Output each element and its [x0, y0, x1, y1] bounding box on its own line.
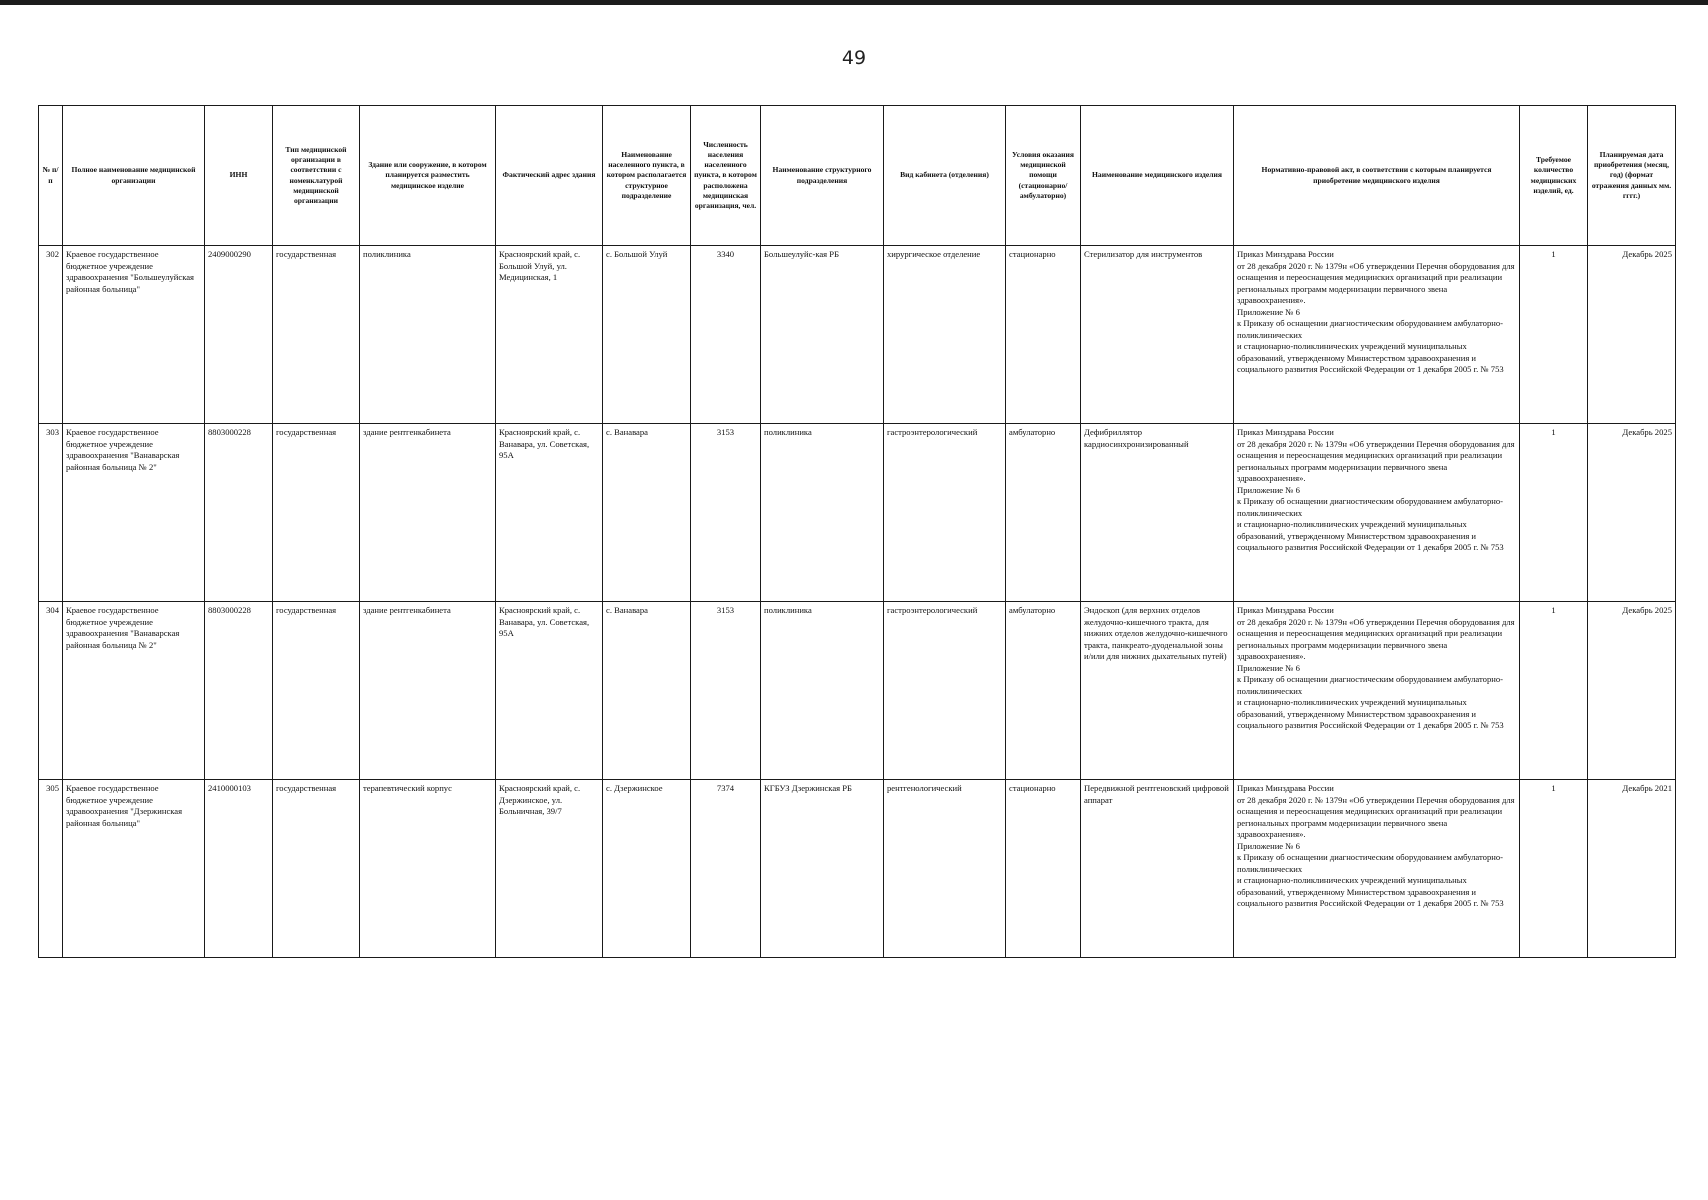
cell-cabinet: рентгенологический [884, 780, 1006, 958]
regulation-text: Приказ Минздрава России от 28 декабря 2020 г. № 1379н «Об утверждении Перечня оборудования для оснащения и переоснащения медицинских организаций при реализации региональных программ модернизации первичного звена здравоохранения». Приложение № 6 к Приказу об оснащении диагностическим оборудованием амбулаторно-поликлинических и стационарно-поликлинических учреждений муниципальных образований, утвержденному Министерством здравоохранения и социального развития Российской Федерации от 1 декабря 2005 г. № 753 [1237, 427, 1515, 553]
cell-regulation [1234, 246, 1520, 424]
cell-address: Красноярский край, с. Ванавара, ул. Советская, 95А [496, 602, 603, 780]
cell-cabinet: гастроэнтерологический [884, 424, 1006, 602]
cell-division: КГБУЗ Дзержинская РБ [761, 780, 884, 958]
cell-inn: 8803000228 [205, 602, 273, 780]
col-header-division: Наименование структурного подразделения [761, 106, 884, 246]
cell-locality: с. Большой Улуй [603, 246, 691, 424]
cell-org-name: Краевое государственное бюджетное учреждение здравоохранения "Ванаварская районная больница № 2" [63, 424, 205, 602]
cell-division: Большеулуйс-кая РБ [761, 246, 884, 424]
cell-building: здание рентгенкабинета [360, 602, 496, 780]
col-header-quantity: Требуемое количество медицинских изделий, ед. [1520, 106, 1588, 246]
col-header-population: Численность населения населенного пункта, в котором расположена медицинская организация, чел. [691, 106, 761, 246]
cell-cabinet: гастроэнтерологический [884, 602, 1006, 780]
cell-org-name: Краевое государственное бюджетное учреждение здравоохранения "Большеулуйская районная больница" [63, 246, 205, 424]
cell-org-type: государственная [273, 246, 360, 424]
cell-locality: с. Дзержинское [603, 780, 691, 958]
col-header-conditions: Условия оказания медицинской помощи (стационарно/ амбулаторно) [1006, 106, 1081, 246]
cell-date: Декабрь 2025 [1588, 602, 1676, 780]
cell-building: здание рентгенкабинета [360, 424, 496, 602]
cell-address: Красноярский край, с. Ванавара, ул. Советская, 95А [496, 424, 603, 602]
cell-quantity: 1 [1520, 602, 1588, 780]
cell-population: 3153 [691, 424, 761, 602]
regulation-text: Приказ Минздрава России от 28 декабря 2020 г. № 1379н «Об утверждении Перечня оборудования для оснащения и переоснащения медицинских организаций при реализации региональных программ модернизации первичного звена здравоохранения». Приложение № 6 к Приказу об оснащении диагностическим оборудованием амбулаторно-поликлинических и стационарно-поликлинических учреждений муниципальных образований, утвержденному Министерством здравоохранения и социального развития Российской Федерации от 1 декабря 2005 г. № 753 [1237, 605, 1515, 731]
col-header-org-name: Полное наименование медицинской организации [63, 106, 205, 246]
cell-conditions: амбулаторно [1006, 602, 1081, 780]
cell-device: Передвижной рентгеновский цифровой аппарат [1081, 780, 1234, 958]
cell-quantity: 1 [1520, 780, 1588, 958]
col-header-date: Планируемая дата приобретения (месяц, год) (формат отражения данных мм. гггг.) [1588, 106, 1676, 246]
cell-population: 3340 [691, 246, 761, 424]
col-header-inn: ИНН [205, 106, 273, 246]
cell-regulation [1234, 602, 1520, 780]
cell-conditions: амбулаторно [1006, 424, 1081, 602]
cell-building: поликлиника [360, 246, 496, 424]
col-header-regulation: Нормативно-правовой акт, в соответствии с которым планируется приобретение медицинского изделия [1234, 106, 1520, 246]
cell-inn: 8803000228 [205, 424, 273, 602]
cell-division: поликлиника [761, 424, 884, 602]
col-header-device: Наименование медицинского изделия [1081, 106, 1234, 246]
cell-locality: с. Ванавара [603, 424, 691, 602]
col-header-cabinet: Вид кабинета (отделения) [884, 106, 1006, 246]
equipment-table [38, 105, 1676, 958]
cell-population: 3153 [691, 602, 761, 780]
cell-conditions: стационарно [1006, 780, 1081, 958]
table-row [39, 246, 1676, 424]
col-header-building: Здание или сооружение, в котором планируется разместить медицинское изделие [360, 106, 496, 246]
header-row [39, 106, 1676, 246]
cell-quantity: 1 [1520, 246, 1588, 424]
table-row [39, 424, 1676, 602]
cell-population: 7374 [691, 780, 761, 958]
cell-device: Дефибриллятор кардиосинхронизированный [1081, 424, 1234, 602]
cell-org-type: государственная [273, 424, 360, 602]
cell-date: Декабрь 2021 [1588, 780, 1676, 958]
cell-address: Красноярский край, с. Дзержинское, ул. Больничная, 39/7 [496, 780, 603, 958]
cell-number: 303 [39, 424, 63, 602]
cell-quantity: 1 [1520, 424, 1588, 602]
cell-org-type: государственная [273, 780, 360, 958]
cell-number: 305 [39, 780, 63, 958]
cell-org-name: Краевое государственное бюджетное учреждение здравоохранения "Дзержинская районная больница" [63, 780, 205, 958]
col-header-locality: Наименование населенного пункта, в котором располагается структурное подразделение [603, 106, 691, 246]
table-row [39, 780, 1676, 958]
cell-number: 302 [39, 246, 63, 424]
cell-org-name: Краевое государственное бюджетное учреждение здравоохранения "Ванаварская районная больница № 2" [63, 602, 205, 780]
cell-building: терапевтический корпус [360, 780, 496, 958]
regulation-text: Приказ Минздрава России от 28 декабря 2020 г. № 1379н «Об утверждении Перечня оборудования для оснащения и переоснащения медицинских организаций при реализации региональных программ модернизации первичного звена здравоохранения». Приложение № 6 к Приказу об оснащении диагностическим оборудованием амбулаторно-поликлинических и стационарно-поликлинических учреждений муниципальных образований, утвержденному Министерством здравоохранения и социального развития Российской Федерации от 1 декабря 2005 г. № 753 [1237, 249, 1515, 375]
cell-division: поликлиника [761, 602, 884, 780]
cell-device: Эндоскоп (для верхних отделов желудочно-кишечного тракта, для нижних отделов желудочно-кишечного тракта, панкреато-дуоденальной зоны и/или для нижних дыхательных путей) [1081, 602, 1234, 780]
col-header-org-type: Тип медицинской организации в соответствии с номенклатурой медицинской организации [273, 106, 360, 246]
table-row [39, 602, 1676, 780]
col-header-address: Фактический адрес здания [496, 106, 603, 246]
cell-org-type: государственная [273, 602, 360, 780]
cell-locality: с. Ванавара [603, 602, 691, 780]
cell-cabinet: хирургическое отделение [884, 246, 1006, 424]
regulation-text: Приказ Минздрава России от 28 декабря 2020 г. № 1379н «Об утверждении Перечня оборудования для оснащения и переоснащения медицинских организаций при реализации региональных программ модернизации первичного звена здравоохранения». Приложение № 6 к Приказу об оснащении диагностическим оборудованием амбулаторно-поликлинических и стационарно-поликлинических учреждений муниципальных образований, утвержденному Министерством здравоохранения и социального развития Российской Федерации от 1 декабря 2005 г. № 753 [1237, 783, 1515, 909]
cell-device: Стерилизатор для инструментов [1081, 246, 1234, 424]
page-number: 49 [841, 47, 867, 69]
cell-address: Красноярский край, с. Большой Улуй, ул. Медицинская, 1 [496, 246, 603, 424]
cell-date: Декабрь 2025 [1588, 246, 1676, 424]
cell-regulation [1234, 424, 1520, 602]
cell-inn: 2410000103 [205, 780, 273, 958]
cell-conditions: стационарно [1006, 246, 1081, 424]
top-border-line [0, 0, 1708, 5]
cell-regulation [1234, 780, 1520, 958]
cell-number: 304 [39, 602, 63, 780]
cell-date: Декабрь 2025 [1588, 424, 1676, 602]
col-header-number: № п/п [39, 106, 63, 246]
cell-inn: 2409000290 [205, 246, 273, 424]
